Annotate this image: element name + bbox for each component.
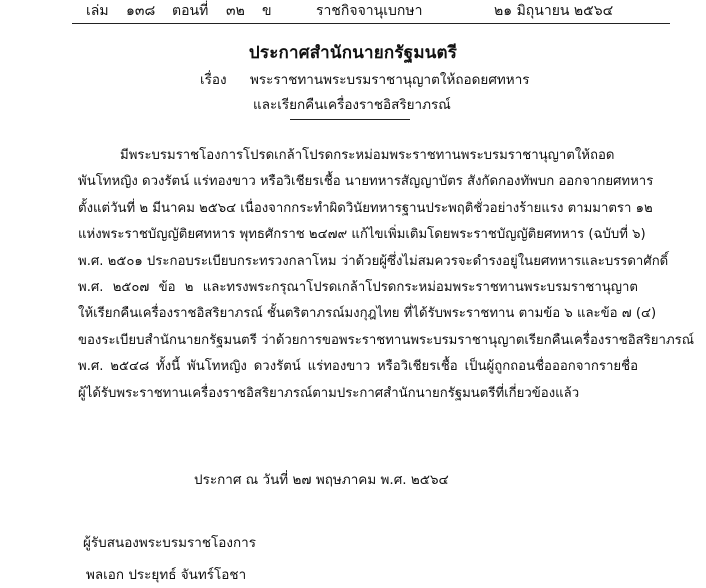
subject-line-1: พระราชทานพระบรมราชานุญาตให้ถอดยศทหาร: [250, 72, 530, 88]
signatory-name: พลเอก ประยุทธ์ จันทร์โอชา: [86, 567, 247, 583]
body-paragraph: [78, 143, 694, 407]
countersign-label: ผู้รับสนองพระบรมราชโองการ: [83, 535, 256, 551]
body-line: พ.ศ. ๒๕๔๘ ทั้งนี้ พันโทหญิง ดวงรัตน์ แร่ทองขาว หรือวิเชียรเชื้อ เป็นผู้ถูกถอนชื่อออกจากรายชื่อ: [78, 359, 638, 375]
title-divider: [290, 119, 410, 120]
body-line: ให้เรียกคืนเครื่องราชอิสริยาภรณ์ ชั้นตริตาภรณ์มงกุฎไทย ที่ได้รับพระราชทาน ตามข้อ ๖ และข้อ ๗ (๔): [78, 306, 657, 322]
body-line: ผู้ได้รับพระราชทานเครื่องราชอิสริยาภรณ์ตามประกาศสำนักนายกรัฐมนตรีที่เกี่ยวข้องแล้ว: [78, 385, 580, 401]
subject-label: เรื่อง: [200, 72, 227, 88]
section-letter: ข: [262, 3, 272, 19]
gazette-name: ราชกิจจานุเบกษา: [316, 3, 423, 19]
announcement-date: ประกาศ ณ วันที่ ๒๗ พฤษภาคม พ.ศ. ๒๕๖๔: [194, 472, 449, 488]
subject-line-2: และเรียกคืนเครื่องราชอิสริยาภรณ์: [253, 97, 451, 113]
header-divider: [72, 23, 670, 24]
body-line: แห่งพระราชบัญญัติยศทหาร พุทธศักราช ๒๔๗๙ แก้ไขเพิ่มเติมโดยพระราชบัญญัติยศทหาร (ฉบับที่ ๖): [78, 227, 646, 243]
body-line: พันโทหญิง ดวงรัตน์ แร่ทองขาว หรือวิเชียรเชื้อ นายทหารสัญญาบัตร สังกัดกองทัพบก ออกจากยศทหาร: [78, 174, 654, 190]
volume-number: ๑๓๘: [126, 3, 156, 19]
body-line: พ.ศ. ๒๕๐๗ ข้อ ๒ และทรงพระกรุณาโปรดเกล้าโปรดกระหม่อมพระราชทานพระบรมราชานุญาต: [78, 279, 638, 295]
document-title: ประกาศสำนักนายกรัฐมนตรี: [248, 43, 458, 63]
volume-label: เล่ม: [86, 3, 109, 19]
issue-date: ๒๑ มิถุนายน ๒๕๖๔: [494, 3, 614, 19]
part-number: ๓๒: [226, 3, 245, 19]
part-label: ตอนที่: [172, 3, 209, 19]
body-line: มีพระบรมราชโองการโปรดเกล้าโปรดกระหม่อมพระราชทานพระบรมราชานุญาตให้ถอด: [120, 148, 615, 163]
body-line: พ.ศ. ๒๕๐๑ ประกอบระเบียบกระทรวงกลาโหม ว่าด้วยผู้ซึ่งไม่สมควรจะดำรงอยู่ในยศทหารและบรรดาศักดิ์: [78, 253, 669, 269]
body-line: ของระเบียบสำนักนายกรัฐมนตรี ว่าด้วยการขอพระราชทานพระบรมราชานุญาตเรียกคืนเครื่องราชอิสริยาภรณ์: [78, 332, 694, 348]
body-line: ตั้งแต่วันที่ ๒ มีนาคม ๒๕๖๔ เนื่องจากกระทำผิดวินัยทหารฐานประพฤติชั่วอย่างร้ายแรง ตามมาตรา ๑๒: [78, 200, 653, 216]
